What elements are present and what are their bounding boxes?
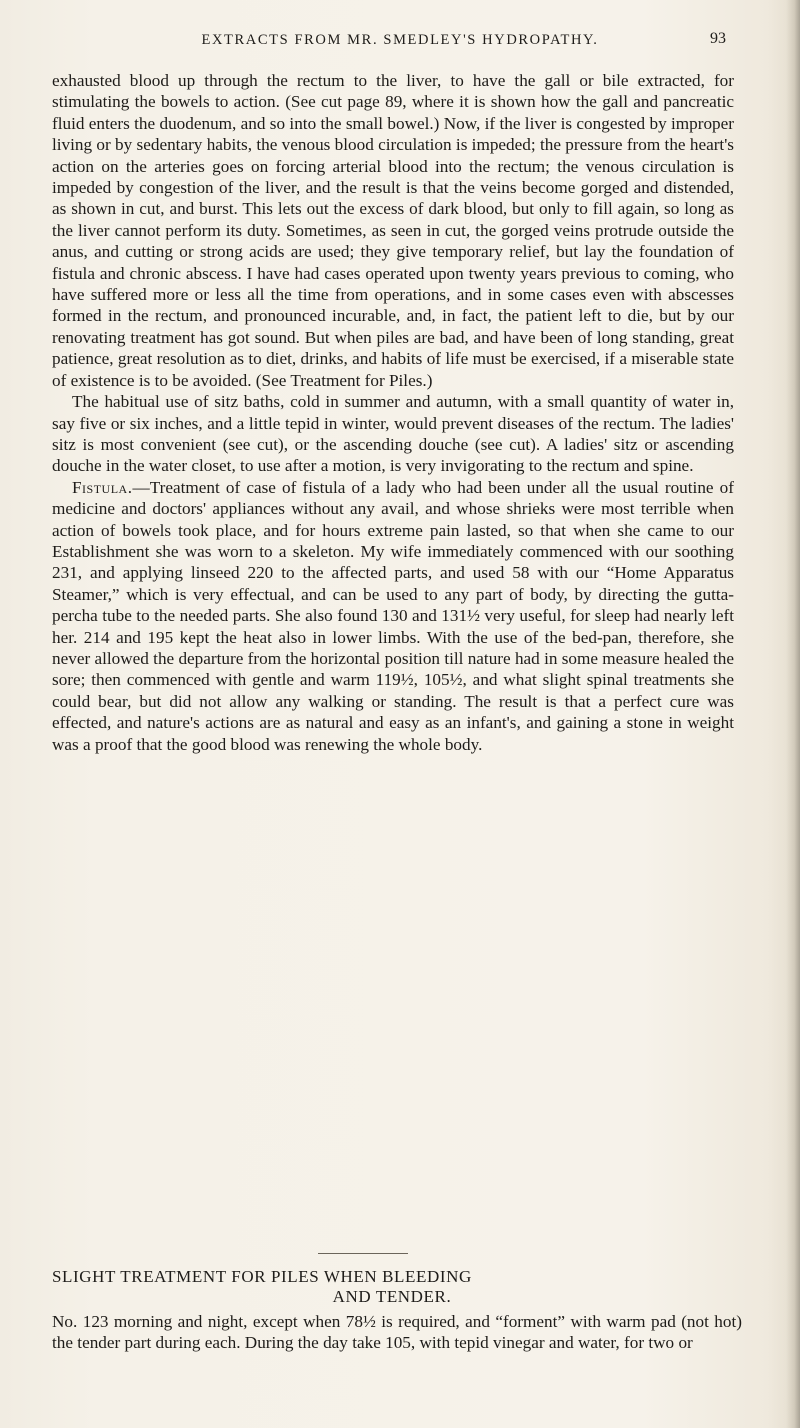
- paragraph-3-lead: Fistula.: [72, 477, 133, 497]
- section-paragraph: No. 123 morning and night, except when 78½ is required, and “forment” with warm pad (not hot) the tender part during each. During the day take 105, with tepid vinegar and water, for two or: [52, 1312, 742, 1353]
- section-divider: [318, 1253, 408, 1254]
- section-heading-line-1: SLIGHT TREATMENT FOR PILES WHEN BLEEDING: [52, 1267, 472, 1286]
- running-title: EXTRACTS FROM MR. SMEDLEY'S HYDROPATHY.: [201, 32, 599, 48]
- paragraph-3: [52, 477, 734, 755]
- section-heading-line-2: AND TENDER.: [332, 1287, 452, 1306]
- paragraph-3-text: —Treatment of case of fistula of a lady who had been under all the usual routine of medicine and doctors' appliances without any avail, and whose shrieks were most terrible when action of bowels took place, and for hours extreme pain lasted, so that when she came to our Establishment she was worn to a skeleton. My wife immediately commenced with our soothing 231, and applying linseed 220 to the affected parts, and used 58 with our “Home Apparatus Steamer,” which is very effectual, and can be used to any part of body, by directing the gutta-percha tube to the needed parts. She also found 130 and 131½ very useful, for sleep had nearly left her. 214 and 195 kept the heat also in lower limbs. With the use of the bed-pan, therefore, she never allowed the departure from the horizontal position till nature had in some measure healed the sore; then commenced with gentle and warm 119½, 105½, and what slight spinal treatments she could bear, but did not allow any walking or standing. The result is that a perfect cure was effected, and nature's actions are as natural and easy as an infant's, and gaining a stone in weight was a proof that the good blood was renewing the whole body.: [52, 477, 735, 754]
- page-edge-shadow: [786, 0, 800, 1428]
- section-heading: [52, 1267, 752, 1307]
- paragraph-1: exhausted blood up through the rectum to the liver, to have the gall or bile extracted, for stimulating the bowels to action. (See cut page 89, where it is shown how the gall and pancreatic fluid enters the duodenum, and so into the small bowel.) Now, if the liver is congested by improper living or by sedentary habits, the venous blood circulation is impeded; the pressure from the heart's action on the arteries goes on forcing arterial blood into the rectum; the venous circulation is impeded by congestion of the liver, and the result is that the veins become gorged and distended, as shown in cut, and burst. This lets out the excess of dark blood, but only to fill again, so long as the liver cannot perform its duty. Sometimes, as seen in cut, the gorged veins protrude outside the anus, and cutting or strong acids are used; they give temporary relief, but lay the foundation of fistula and chronic abscess. I have had cases operated upon twenty years previous to coming, who have suffered more or less all the time from operations, and in some cases even with abscesses formed in the rectum, and pronounced incurable, and, in fact, the patient left to die, but by our renovating treatment has got sound. But when piles are bad, and have been of long standing, great patience, great resolution as to diet, drinks, and habits of life must be exercised, if a miserable state of existence is to be avoided. (See Treatment for Piles.): [52, 71, 734, 390]
- page-number: 93: [710, 30, 726, 47]
- paragraph-2: The habitual use of sitz baths, cold in summer and autumn, with a small quantity of water in, say five or six inches, and a little tepid in winter, would prevent diseases of the rectum. The ladies' sitz is most convenient (see cut), or the ascending douche (see cut). A ladies' sitz or ascending douche in the water closet, to use after a motion, is very invigorating to the rectum and spine.: [52, 392, 734, 476]
- body-text: [52, 70, 734, 755]
